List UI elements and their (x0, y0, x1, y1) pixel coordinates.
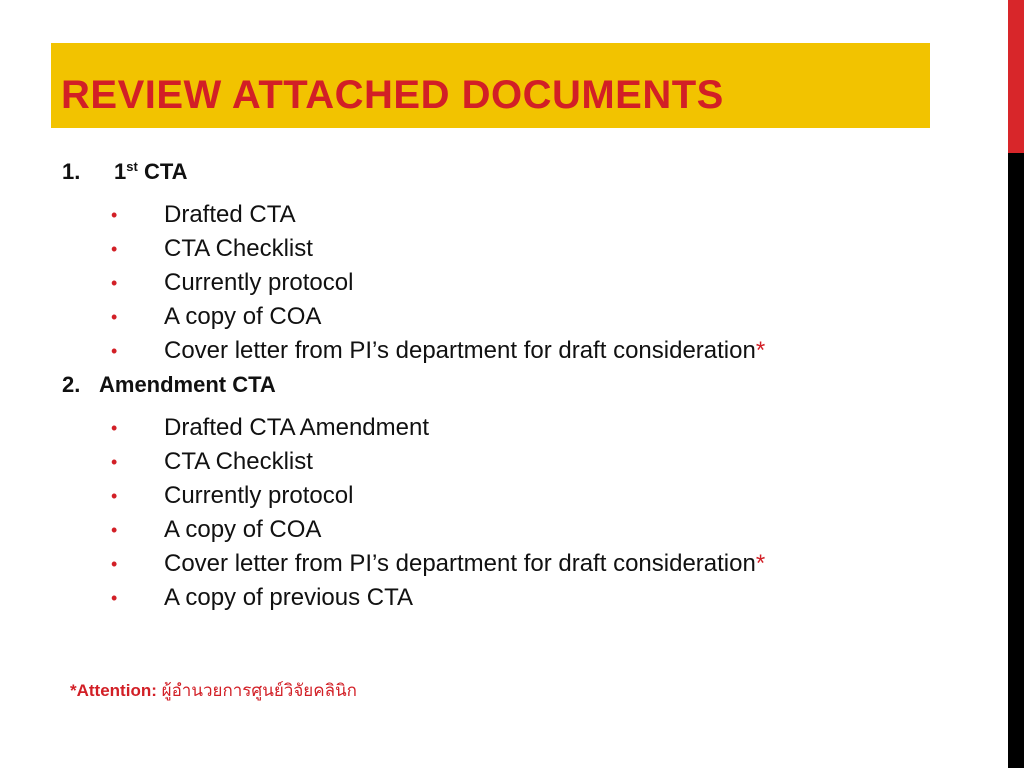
bullet-icon: • (111, 486, 118, 506)
required-asterisk: * (755, 550, 766, 577)
section-label: CTA (143, 159, 188, 184)
section-number: 2. (62, 372, 81, 397)
bullet-icon: • (111, 452, 118, 472)
edge-accent-bar-black (1008, 153, 1024, 768)
bullet-icon: • (111, 205, 118, 225)
section-heading-1 (62, 158, 188, 186)
list-item-text: Currently protocol (164, 269, 354, 296)
bullet-icon: • (111, 554, 118, 574)
edge-accent-bar-red (1008, 0, 1024, 153)
list-item-text (164, 334, 765, 368)
section-ordinal-suffix: st (126, 159, 138, 174)
list-item-text: CTA Checklist (164, 235, 313, 262)
section-ordinal: 1 (114, 159, 127, 184)
required-asterisk: * (755, 337, 766, 364)
attention-text: ผู้อำนวยการศูนย์วิจัยคลินิก (161, 681, 357, 700)
list-item-text: Drafted CTA (164, 201, 296, 228)
list-item-text: Currently protocol (164, 482, 354, 509)
bullet-icon: • (111, 520, 118, 540)
section-number: 1. (62, 159, 81, 184)
title-band (51, 43, 930, 128)
list-item-text (164, 547, 765, 581)
attention-note (70, 678, 357, 704)
section-label: Amendment CTA (99, 372, 276, 397)
attention-label: *Attention: (70, 681, 157, 700)
list-item-text: A copy of COA (164, 303, 322, 330)
bullet-icon: • (111, 239, 118, 259)
bullet-icon: • (111, 418, 118, 438)
list-item-text: CTA Checklist (164, 448, 313, 475)
bullet-icon: • (111, 588, 118, 608)
section-heading-2 (62, 371, 276, 399)
list-item-label: Cover letter from PI’s department for draft consideration (164, 550, 756, 577)
bullet-icon: • (111, 307, 118, 327)
list-item-text: A copy of COA (164, 516, 322, 543)
list-item-label: Cover letter from PI’s department for draft consideration (164, 337, 756, 364)
page-title: REVIEW ATTACHED DOCUMENTS (61, 73, 724, 117)
list-item-text: A copy of previous CTA (164, 584, 413, 611)
bullet-icon: • (111, 341, 118, 361)
list-item-text: Drafted CTA Amendment (164, 414, 430, 441)
bullet-icon: • (111, 273, 118, 293)
